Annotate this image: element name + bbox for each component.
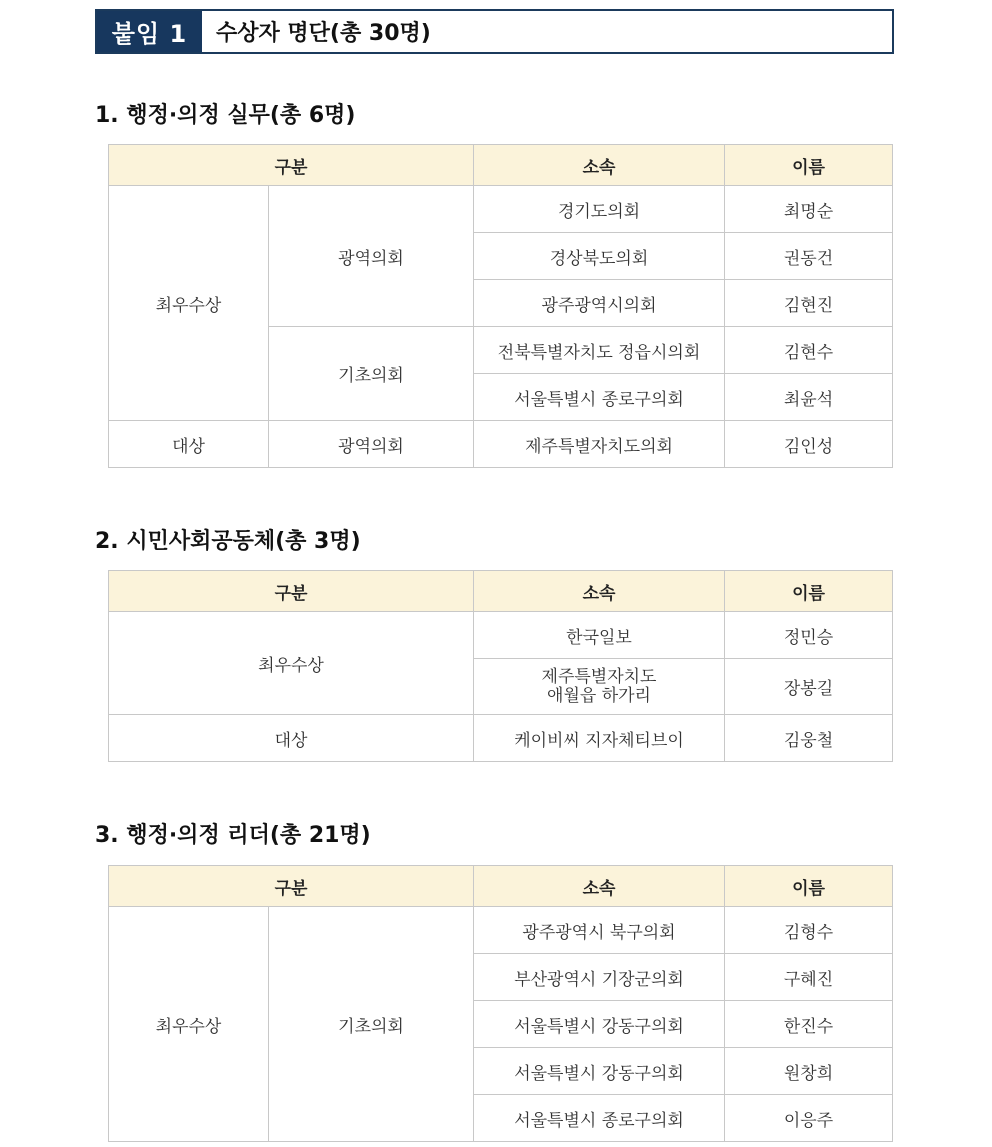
column-header-category: 구분	[109, 145, 474, 186]
affiliation-cell: 서울특별시 종로구의회	[474, 374, 725, 421]
table-admin-practice	[108, 144, 893, 468]
table-row	[109, 612, 893, 659]
table-row	[109, 421, 893, 468]
column-header-affiliation: 소속	[474, 866, 725, 907]
section-title-admin-practice: 1. 행정·의정 실무(총 6명)	[95, 103, 356, 128]
column-header-category: 구분	[109, 866, 474, 907]
section-title-civil-society: 2. 시민사회공동체(총 3명)	[95, 529, 361, 554]
table-header-row	[109, 145, 893, 186]
affiliation-cell: 제주특별자치도의회	[474, 421, 725, 468]
affiliation-cell: 한국일보	[474, 612, 725, 659]
name-cell: 최명순	[725, 186, 893, 233]
affiliation-line: 애월읍 하가리	[547, 685, 651, 706]
name-cell: 김웅철	[725, 715, 893, 762]
affiliation-cell: 서울특별시 강동구의회	[474, 1048, 725, 1095]
affiliation-cell: 서울특별시 강동구의회	[474, 1001, 725, 1048]
table-row	[109, 715, 893, 762]
affiliation-line: 제주특별자치도	[541, 666, 657, 687]
affiliation-cell: 부산광역시 기장군의회	[474, 954, 725, 1001]
column-header-name: 이름	[725, 866, 893, 907]
section-title-admin-leader: 3. 행정·의정 리더(총 21명)	[95, 823, 371, 848]
award-cell: 대상	[109, 715, 474, 762]
table-admin-leader	[108, 865, 893, 1142]
affiliation-cell: 광주광역시 북구의회	[474, 907, 725, 954]
award-cell: 최우수상	[109, 186, 269, 421]
affiliation-cell	[474, 659, 725, 715]
name-cell: 김형수	[725, 907, 893, 954]
column-header-name: 이름	[725, 571, 893, 612]
name-cell: 한진수	[725, 1001, 893, 1048]
name-cell: 정민승	[725, 612, 893, 659]
table-header-row	[109, 866, 893, 907]
council-type-cell: 기초의회	[269, 907, 474, 1142]
affiliation-cell: 경상북도의회	[474, 233, 725, 280]
affiliation-cell: 서울특별시 종로구의회	[474, 1095, 725, 1142]
document-header	[95, 9, 894, 54]
column-header-category: 구분	[109, 571, 474, 612]
table-row	[109, 186, 893, 233]
name-cell: 김현수	[725, 327, 893, 374]
column-header-name: 이름	[725, 145, 893, 186]
name-cell: 최윤석	[725, 374, 893, 421]
council-type-cell: 광역의회	[269, 421, 474, 468]
table-row	[109, 907, 893, 954]
council-type-cell: 기초의회	[269, 327, 474, 421]
name-cell: 권동건	[725, 233, 893, 280]
name-cell: 김인성	[725, 421, 893, 468]
affiliation-cell: 광주광역시의회	[474, 280, 725, 327]
affiliation-cell: 경기도의회	[474, 186, 725, 233]
award-cell: 대상	[109, 421, 269, 468]
council-type-cell: 광역의회	[269, 186, 474, 327]
award-cell: 최우수상	[109, 612, 474, 715]
name-cell: 구혜진	[725, 954, 893, 1001]
table-header-row	[109, 571, 893, 612]
award-cell: 최우수상	[109, 907, 269, 1142]
document-title: 수상자 명단(총 30명)	[216, 21, 431, 46]
name-cell: 김현진	[725, 280, 893, 327]
affiliation-cell: 케이비씨 지자체티브이	[474, 715, 725, 762]
table-civil-society	[108, 570, 893, 762]
name-cell: 이응주	[725, 1095, 893, 1142]
column-header-affiliation: 소속	[474, 145, 725, 186]
column-header-affiliation: 소속	[474, 571, 725, 612]
affiliation-cell: 전북특별자치도 정읍시의회	[474, 327, 725, 374]
name-cell: 원창희	[725, 1048, 893, 1095]
name-cell: 장봉길	[725, 659, 893, 715]
attachment-badge: 붙임 1	[97, 11, 202, 52]
